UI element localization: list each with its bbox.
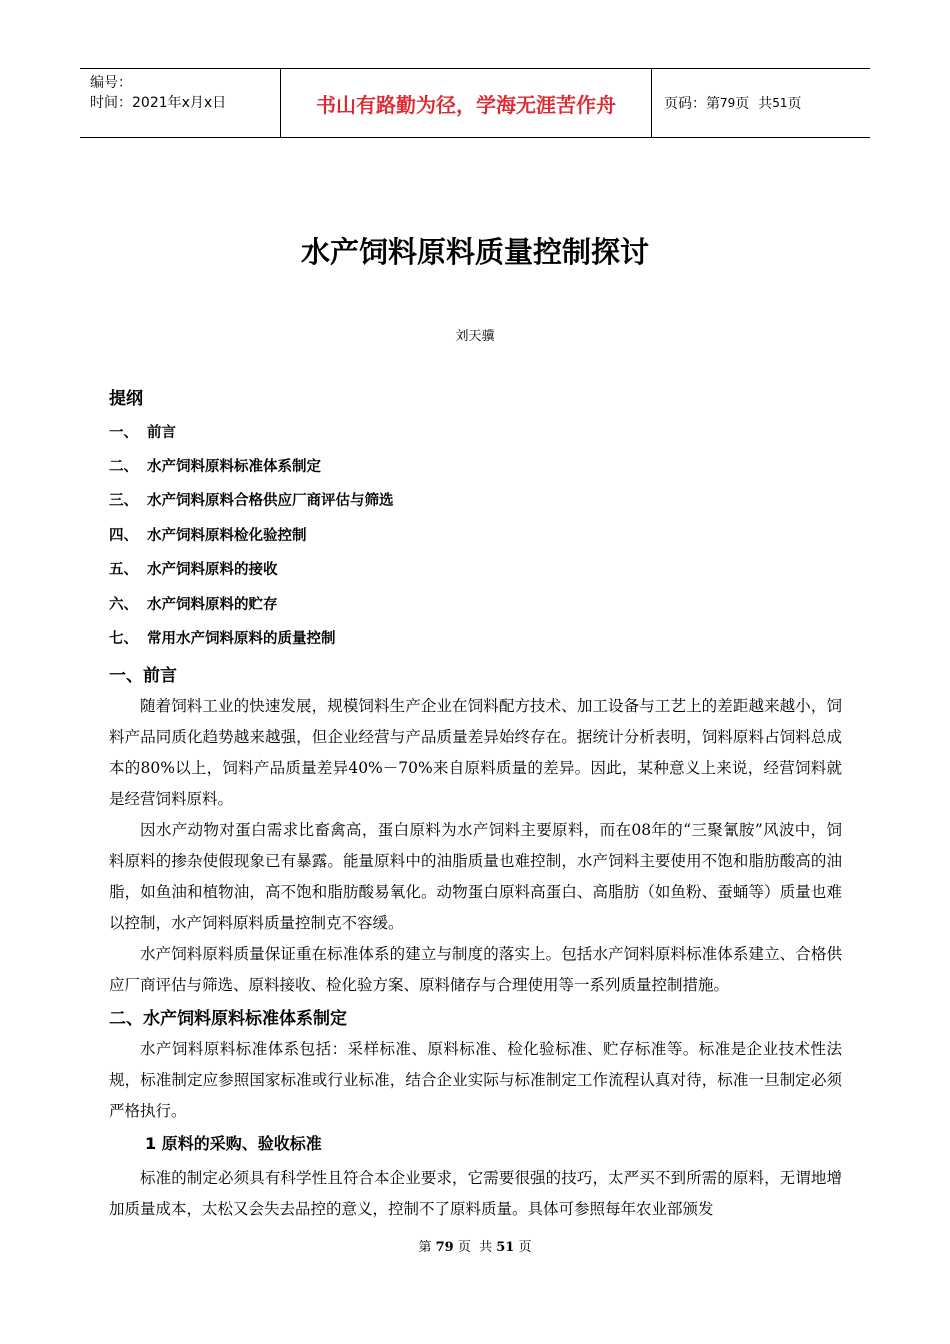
page-prefix: 页码：第 [664,96,720,112]
outline-heading: 提纲 [109,389,143,409]
outline-num: 六、 [109,597,138,613]
code-label: 编号： [90,75,132,91]
subsection-heading: 1 原料的采购、验收标准 [145,1134,322,1153]
outline-text: 水产饲料原料标准体系制定 [147,459,321,475]
footer-prefix: 第 [418,1240,432,1255]
header-meta [80,69,281,137]
section1-heading: 一、前言 [109,666,177,686]
paragraph: 水产饲料原料标准体系包括：采样标准、原料标准、检化验标准、贮存标准等。标准是企业技术性法规，标准制定应参照国家标准或行业标准，结合企业实际与标准制定工作流程认真对待，标准一旦制定必须严格执行。 [109,1040,842,1120]
outline-num: 二、 [109,459,138,475]
page-suffix: 页 [787,96,802,112]
outline-item [109,455,321,476]
outline-num: 七、 [109,631,138,647]
outline-item [109,558,278,579]
page-mid: 页 共 [735,96,773,112]
header-motto: 书山有路勤为径，学海无涯苦作舟 [281,69,652,137]
footer-total: 51 [496,1240,515,1255]
page-footer [0,1236,950,1255]
outline-item [109,489,394,510]
outline-text: 水产饲料原料的接收 [147,562,278,578]
document-author: 刘天骥 [455,329,495,344]
footer-suffix: 页 [518,1240,532,1255]
outline-text: 水产饲料原料合格供应厂商评估与筛选 [147,493,394,509]
page-current: 79 [720,96,736,110]
document-title: 水产饲料原料质量控制探讨 [300,235,649,269]
page-total: 51 [772,96,788,110]
paragraph: 随着饲料工业的快速发展，规模饲料生产企业在饲料配方技术、加工设备与工艺上的差距越来越小，饲料产品同质化趋势越来越强，但企业经营与产品质量差异始终存在。据统计分析表明，饲料原料占饲料总成本的80%以上，饲料产品质量差异40%－70%来自原料质量的差异。因此，某种意义上来说，经营饲料就是经营饲料原料。 [109,697,842,808]
outline-item [109,627,336,648]
page-header [80,68,870,138]
outline-num: 五、 [109,562,138,578]
outline-num: 四、 [109,528,138,544]
footer-current: 79 [435,1240,454,1255]
date-label: 时间：2021年x月x日 [90,95,227,111]
outline-item [109,421,176,442]
outline-num: 一、 [109,425,138,441]
paragraph: 标准的制定必须具有科学性且符合本企业要求，它需要很强的技巧，太严买不到所需的原料，无谓地增加质量成本，太松又会失去品控的意义，控制不了原料质量。具体可参照每年农业部颁发 [109,1169,842,1218]
outline-text: 水产饲料原料检化验控制 [147,528,307,544]
section2-heading: 二、水产饲料原料标准体系制定 [109,1009,347,1029]
footer-mid: 页 共 [457,1240,493,1255]
header-page-info [652,69,870,137]
outline-text: 水产饲料原料的贮存 [147,597,278,613]
outline-text: 常用水产饲料原料的质量控制 [147,631,336,647]
outline-item [109,593,278,614]
outline-num: 三、 [109,493,138,509]
outline-text: 前言 [147,425,176,441]
paragraph: 因水产动物对蛋白需求比畜禽高，蛋白原料为水产饲料主要原料，而在08年的“三聚氰胺”风波中，饲料原料的掺杂使假现象已有暴露。能量原料中的油脂质量也难控制，水产饲料主要使用不饱和脂肪酸高的油脂，如鱼油和植物油，高不饱和脂肪酸易氧化。动物蛋白原料高蛋白、高脂肪（如鱼粉、蚕蛹等）质量也难以控制，水产饲料原料质量控制克不容缓。 [109,821,842,932]
outline-item [109,524,307,545]
paragraph: 水产饲料原料质量保证重在标准体系的建立与制度的落实上。包括水产饲料原料标准体系建立、合格供应厂商评估与筛选、原料接收、检化验方案、原料储存与合理使用等一系列质量控制措施。 [109,945,842,994]
